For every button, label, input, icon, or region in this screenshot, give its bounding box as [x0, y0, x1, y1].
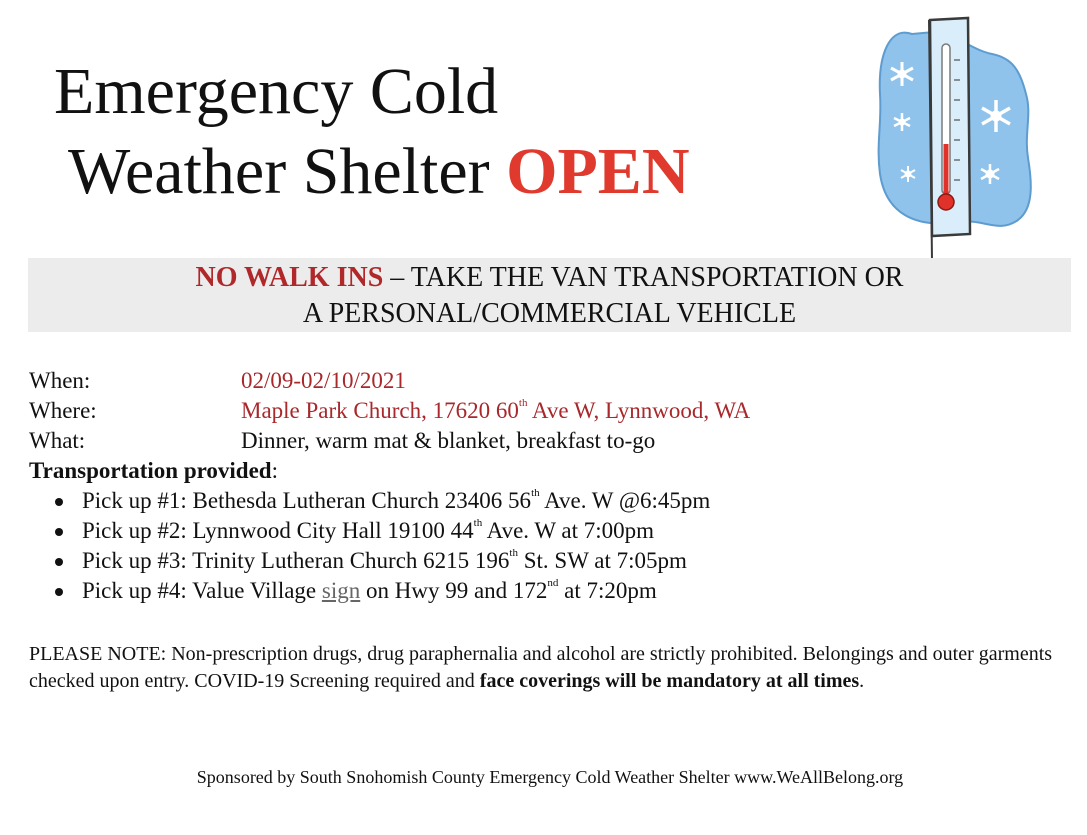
- pickup-3-text: Pick up #3: Trinity Lutheran Church 6215 196: [82, 548, 510, 573]
- note-end: .: [859, 670, 865, 692]
- where-address-end: Ave W, Lynnwood, WA: [527, 398, 751, 423]
- open-status: OPEN: [506, 135, 690, 208]
- sign-link[interactable]: sign: [321, 578, 361, 603]
- note-face-coverings: face coverings will be mandatory at all times: [479, 670, 860, 692]
- when-value: 02/09-02/10/2021: [241, 368, 406, 393]
- pickup-3-suffix: th: [509, 547, 518, 559]
- note-text: PLEASE NOTE: Non-prescription drugs, drug paraphernalia and alcohol are strictly prohibited. Belongings and outer garments checked upon entry. COVID-19 Screening required and: [29, 643, 1053, 692]
- where-address-start: Maple Park Church, 17620 60: [241, 398, 519, 423]
- pickup-list: [29, 486, 750, 606]
- banner-line-1-rest: – TAKE THE VAN TRANSPORTATION OR: [383, 262, 904, 293]
- list-item: [29, 516, 750, 546]
- pickup-4-text: Pick up #4: Value Village: [82, 578, 322, 603]
- transportation-label: Transportation provided: [29, 458, 272, 483]
- pickup-2-suffix: th: [473, 517, 483, 529]
- what-label: What:: [29, 428, 86, 453]
- please-note: [29, 641, 1064, 695]
- page-title: [54, 52, 690, 212]
- pickup-2-text: Pick up #2: Lynnwood City Hall 19100 44: [82, 518, 474, 543]
- shelter-details: [29, 366, 750, 606]
- pickup-4-location: on Hwy 99 and 172: [360, 578, 548, 603]
- no-walk-ins-banner: [28, 258, 1071, 332]
- where-suffix: th: [518, 397, 528, 409]
- no-walk-ins-label: NO WALK INS: [195, 262, 384, 293]
- pickup-1-suffix: th: [531, 487, 540, 499]
- title-line-2-text: Weather Shelter: [68, 135, 490, 208]
- pickup-2-time: Ave. W at 7:00pm: [482, 518, 655, 543]
- list-item: [29, 486, 750, 516]
- banner-line-2: A PERSONAL/COMMERCIAL VEHICLE: [302, 298, 797, 329]
- pickup-4-time: at 7:20pm: [558, 578, 657, 603]
- pickup-1-text: Pick up #1: Bethesda Lutheran Church 23406 56: [82, 488, 532, 513]
- where-row: [29, 396, 750, 426]
- where-value: [241, 396, 750, 426]
- what-row: [29, 426, 750, 456]
- when-label: When:: [29, 368, 91, 393]
- when-row: [29, 366, 750, 396]
- thermometer-snowflakes-icon: [872, 14, 1034, 260]
- list-item: [29, 576, 750, 606]
- sponsor-footer: Sponsored by South Snohomish County Emergency Cold Weather Shelter www.WeAllBelong.org: [196, 767, 904, 787]
- pickup-4-suffix: nd: [547, 577, 559, 589]
- banner-line-1: [28, 260, 1071, 296]
- pickup-1-time: Ave. W @6:45pm: [539, 488, 711, 513]
- where-label: Where:: [29, 398, 97, 423]
- title-line-2: [54, 132, 690, 212]
- list-item: [29, 546, 750, 576]
- transportation-heading: [29, 456, 750, 486]
- title-line-1: Emergency Cold: [54, 55, 499, 128]
- what-value: Dinner, warm mat & blanket, breakfast to-go: [241, 428, 656, 453]
- transportation-colon: :: [271, 458, 278, 483]
- pickup-3-time: St. SW at 7:05pm: [517, 548, 687, 573]
